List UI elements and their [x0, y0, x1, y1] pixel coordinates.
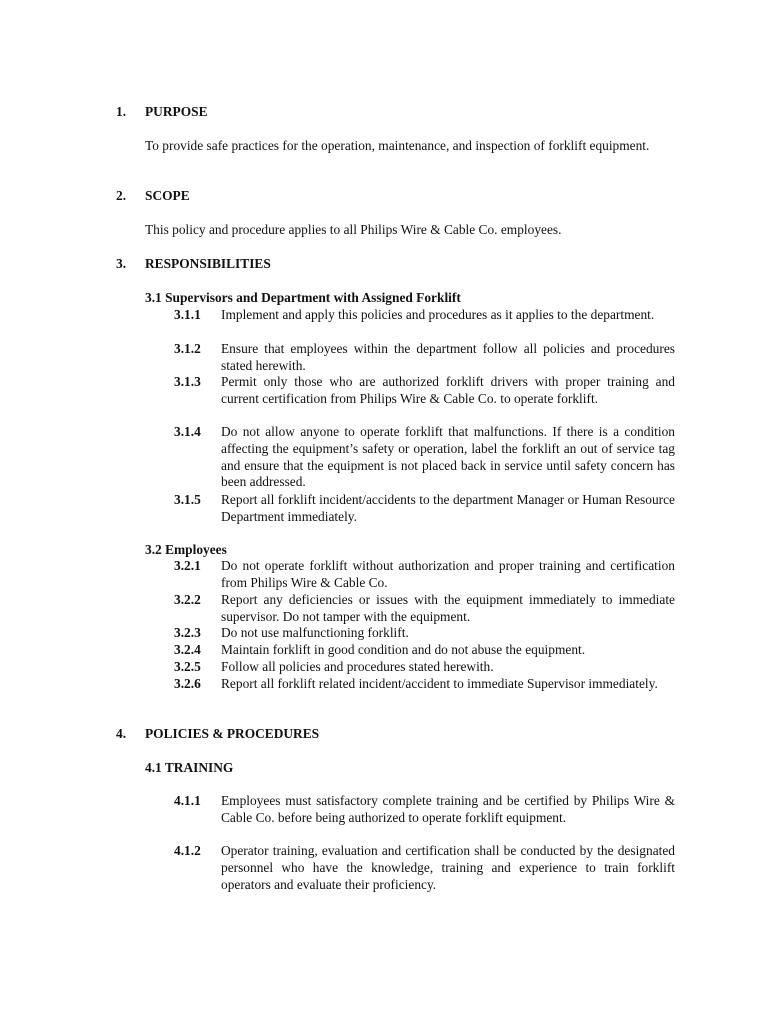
section-heading-scope: [116, 188, 190, 205]
item-text: Implement and apply this policies and procedures as it applies to the department.: [221, 307, 655, 322]
list-item: [145, 558, 675, 592]
section-number: 2.: [116, 188, 127, 203]
list-item: [145, 374, 675, 408]
item-text: Report all forklift incident/accidents to the department Manager or Human Resource Department immediately.: [221, 492, 675, 524]
list-item: [145, 625, 675, 642]
item-text: Do not allow anyone to operate forklift that malfunctions. If there is a condition affecting the equipment’s safety or operation, label the forklift an out of service tag and ensure that the equipment is not placed back in service until safety concern has been addressed.: [221, 424, 675, 490]
item-text: Do not operate forklift without authorization and proper training and certification from Philips Wire & Cable Co.: [221, 558, 675, 590]
item-number: 3.2.2: [174, 592, 201, 607]
item-number: 3.1.5: [174, 492, 201, 507]
section-title: PURPOSE: [145, 104, 208, 119]
purpose-paragraph: To provide safe practices for the operation, maintenance, and inspection of forklift equipment.: [145, 138, 650, 153]
section-heading-policies: [116, 726, 319, 743]
list-item: [145, 659, 675, 676]
item-text: Follow all policies and procedures stated herewith.: [221, 659, 494, 674]
list-item: [145, 492, 675, 526]
item-number: 4.1.2: [174, 843, 201, 858]
item-number: 3.2.6: [174, 676, 201, 691]
item-number: 3.1.1: [174, 307, 201, 322]
subsection-heading-4-1: 4.1 TRAINING: [145, 760, 234, 775]
item-text: Report all forklift related incident/accident to immediate Supervisor immediately.: [221, 676, 658, 691]
item-number: 3.2.1: [174, 558, 201, 573]
item-number: 3.2.5: [174, 659, 201, 674]
list-item: [145, 592, 675, 626]
subsection-heading-3-2: 3.2 Employees: [145, 542, 227, 557]
section-title: SCOPE: [145, 188, 190, 203]
scope-paragraph: This policy and procedure applies to all Philips Wire & Cable Co. employees.: [145, 222, 562, 237]
item-text: Report any deficiencies or issues with the equipment immediately to immediate supervisor. Do not tamper with the equipment.: [221, 592, 675, 624]
section-heading-purpose: [116, 104, 208, 121]
section-number: 3.: [116, 256, 127, 271]
item-text: Ensure that employees within the department follow all policies and procedures stated herewith.: [221, 341, 675, 373]
item-number: 3.1.4: [174, 424, 201, 439]
item-number: 3.1.2: [174, 341, 201, 356]
item-text: Employees must satisfactory complete training and be certified by Philips Wire & Cable Co. before being authorized to operate forklift equipment.: [221, 793, 675, 825]
list-item: [145, 341, 675, 375]
item-text: Permit only those who are authorized forklift drivers with proper training and current certification from Philips Wire & Cable Co. to operate forklift.: [221, 374, 675, 406]
section-heading-responsibilities: [116, 256, 271, 273]
section-title: POLICIES & PROCEDURES: [145, 726, 320, 741]
item-number: 4.1.1: [174, 793, 201, 808]
item-number: 3.1.3: [174, 374, 201, 389]
item-text: Maintain forklift in good condition and do not abuse the equipment.: [221, 642, 586, 657]
item-number: 3.2.4: [174, 642, 201, 657]
item-number: 3.2.3: [174, 625, 201, 640]
list-item: [145, 793, 675, 827]
list-item: [145, 676, 675, 693]
list-item: [145, 424, 675, 491]
item-text: Operator training, evaluation and certification shall be conducted by the designated personnel who have the knowledge, training and experience to train forklift operators and evaluate their proficiency.: [221, 843, 675, 892]
item-text: Do not use malfunctioning forklift.: [221, 625, 409, 640]
section-number: 4.: [116, 726, 127, 741]
section-title: RESPONSIBILITIES: [145, 256, 271, 271]
list-item: [145, 843, 675, 893]
list-item: [145, 642, 675, 659]
list-item: [145, 307, 675, 324]
section-number: 1.: [116, 104, 127, 119]
subsection-heading-3-1: 3.1 Supervisors and Department with Assigned Forklift: [145, 290, 461, 305]
